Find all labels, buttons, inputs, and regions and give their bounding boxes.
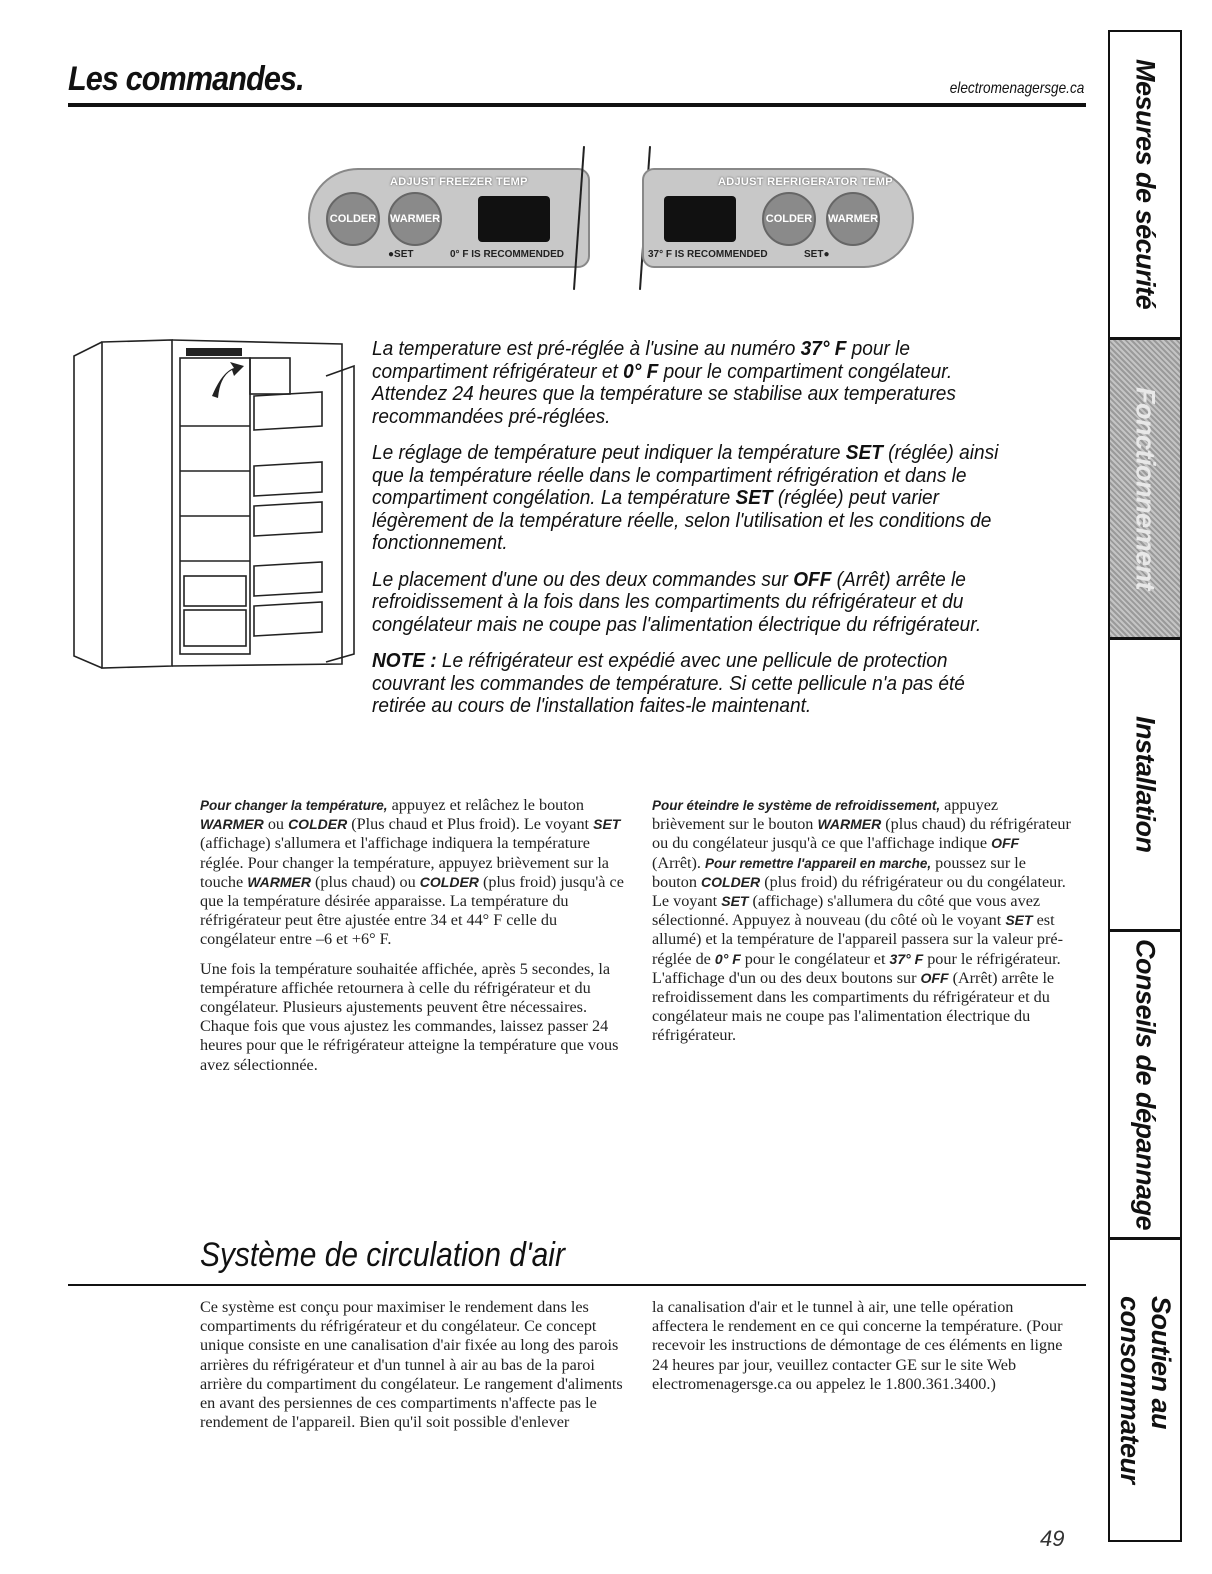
change-temperature-paragraph-2: Une fois la température souhaitée affichée, après 5 secondes, la température affichée retournera à celle du réfrigérateur et du congélateur. Plusieurs ajustements peuvent être nécessaires. Chaque fois que vous ajustez les commandes, laissez passer 24 heures pour que le réfrigérateur atteigne la température que vous avez sélectionnée. [200,959,619,1074]
site-url[interactable]: electromenagersge.ca [949,80,1084,97]
turn-off-section [652,796,1072,1056]
air-circulation-heading: Système de circulation d'air [200,1236,565,1274]
turn-off-paragraph: Pour éteindre le système de refroidissement, appuyez brièvement sur le bouton WARMER (plus chaud) du réfrigérateur ou du congélateur jusqu'à ce que l'affichage indique OFF (Arrêt). Pour remettre l'appareil en marche, poussez sur le bouton COLDER (plus froid) du réfrigérateur ou du congélateur. Le voyant SET (affichage) s'allumera du côté que vous avez sélectionné. Appuyez à nouveau (du côté où le voyant SET est allumé) et la température de l'appareil passera sur la valeur pré-réglée de 0° F pour le congélateur et 37° F pour le réfrigérateur. L'affichage d'un ou des deux boutons sur OFF (Arrêt) arrête le refroidissement dans les compartiments du réfrigérateur et du congélateur mais ne coupe pas l'alimentation électrique du réfrigérateur. [652,796,1071,1045]
intro-paragraph: Le réglage de température peut indiquer la température SET (réglée) ainsi que la température réelle dans le compartiment réfrigération et dans le compartiment congélation. La température SET (réglée) peut varier légèrement de la température réelle, selon l'utilisation et les conditions de fonctionnement. [372,441,999,554]
intro-text [372,338,1052,732]
freezer-colder-button[interactable]: COLDER [326,192,380,246]
fridge-set-indicator: SET● [804,249,830,260]
intro-paragraph: La temperature est pré-réglée à l'usine au numéro 37° F pour le compartiment réfrigérateur et 0° F pour le compartiment congélateur. Attendez 24 heures que la température se stabilise aux temperatures recommandées pré-réglées. [372,337,956,428]
page-number: 49 [1040,1526,1065,1551]
refrigerator-illustration [72,336,362,676]
fridge-recommended-label: 37° F IS RECOMMENDED [648,249,768,260]
tab-conseils-de-depannage[interactable]: Conseils de dépannage [1110,932,1180,1240]
tab-installation[interactable]: Installation [1110,640,1180,932]
intro-paragraph: Le placement d'une ou des deux commandes sur OFF (Arrêt) arrête le refroidissement à la fois dans les compartiments du réfrigérateur et du congélateur mais ne coupe pas l'alimentation électrique du réfrigérateur. [372,567,982,636]
page-title: Les commandes. [68,60,304,98]
freezer-panel-title: ADJUST FREEZER TEMP [390,176,528,188]
air-circulation-text-continued: la canalisation d'air et le tunnel à air, une telle opération affectera le rendement en ce qui concerne la température. (Pour recevoir les instructions de démontage de ces éléments en ligne 24 heures par jour, veuillez contacter GE sur le site Web electromenagersge.ca ou appelez le 1.800.361.3400.) [652,1298,1063,1393]
change-temperature-section [200,796,630,1085]
air-circulation-left-column [200,1298,630,1442]
freezer-set-indicator: ●SET [388,249,414,260]
fridge-panel-title: ADJUST REFRIGERATOR TEMP [718,176,893,188]
tab-mesures-de-securite[interactable]: Mesures de sécurité [1110,32,1180,340]
freezer-control-panel [308,168,590,268]
side-tab-strip [1108,30,1182,1542]
control-panels-illustration [200,140,940,290]
header-rule [68,103,1086,107]
change-temperature-paragraph: Pour changer la température, appuyez et relâchez le bouton WARMER ou COLDER (Plus chaud et Plus froid). Le voyant SET (affichage) s'allumera et l'affichage indiquera la température réglée. Pour changer la température, appuyez brièvement sur la touche WARMER (plus chaud) ou COLDER (plus froid) jusqu'à ce que la température désirée apparaisse. La température du réfrigérateur peut être ajustée entre 34 et 44° F celle du congélateur entre –6 et +6° F. [200,796,624,949]
fridge-temp-display [664,196,736,242]
fridge-colder-button[interactable]: COLDER [762,192,816,246]
air-circulation-right-column [652,1298,1072,1404]
freezer-warmer-button[interactable]: WARMER [388,192,442,246]
fridge-warmer-button[interactable]: WARMER [826,192,880,246]
freezer-temp-display [478,196,550,242]
intro-note: NOTE : Le réfrigérateur est expédié avec une pellicule de protection couvrant les commandes de température. Si cette pellicule n'a pas été retirée au cours de l'installation faites-le maintenant. [372,649,965,717]
section-rule [68,1284,1086,1286]
tab-fonctionnement[interactable]: Fonctionnement [1110,340,1180,640]
tab-soutien-au-consommateur[interactable]: Soutien au consommateur [1115,1296,1176,1484]
air-circulation-text: Ce système est conçu pour maximiser le rendement dans les compartiments du réfrigérateur et du congélateur. Ce concept unique consiste en une canalisation d'air fixée au long des parois arrières du réfrigérateur et d'un tunnel à air au bas de la paroi arrière du compartiment du congélateur. Le rangement d'aliments en avant des persiennes de ces compartiments n'affecte pas le rendement de l'appareil. Bien qu'il soit possible d'enlever [200,1298,623,1432]
freezer-recommended-label: 0° F IS RECOMMENDED [450,249,565,260]
refrigerator-control-panel [642,168,914,268]
